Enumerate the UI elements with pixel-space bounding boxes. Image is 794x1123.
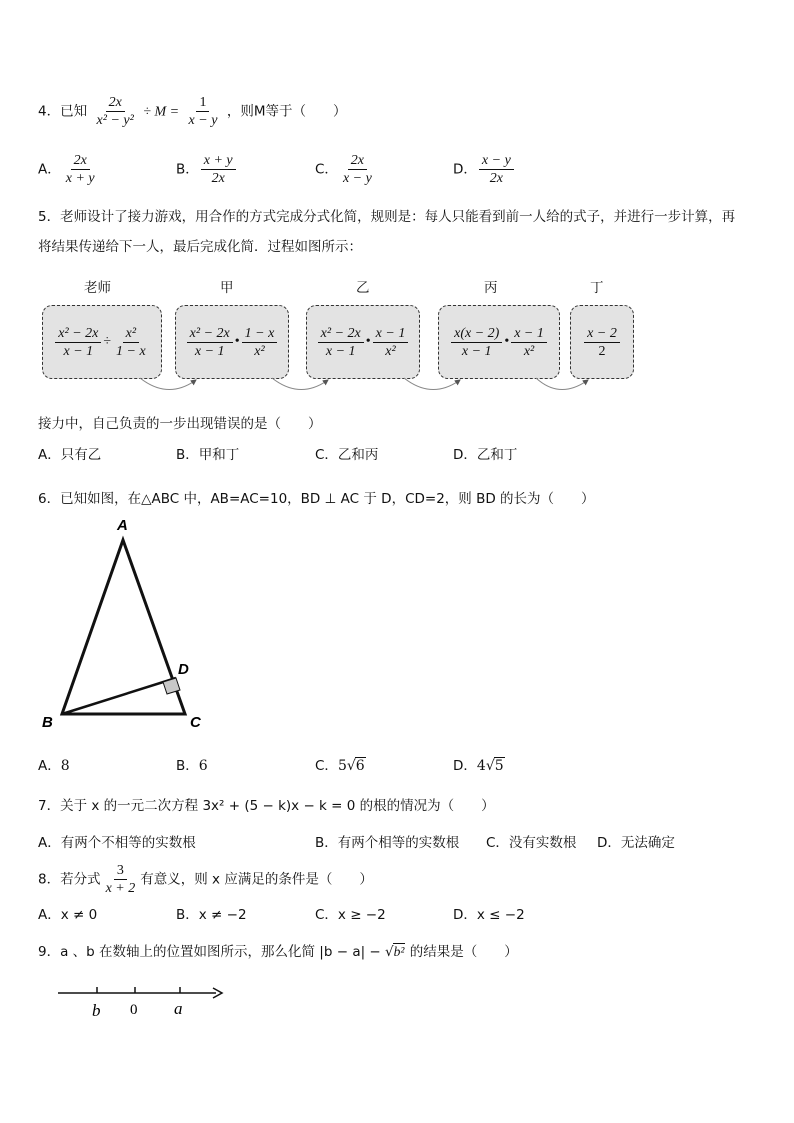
axis-label-zero: 0 [130, 1002, 138, 1018]
q4-option-a[interactable]: A． $\frac{2x}{x + y}$ [38, 153, 95, 186]
point-label-d: D [178, 661, 189, 678]
q7-option-a[interactable]: A．有两个不相等的实数根 [38, 835, 196, 851]
relay-box-yi: $\frac{\text{x² − 2x}}{x - 1}$ • $\frac{x - 1}{\text{x²}}$ [306, 305, 420, 379]
q5-option-d[interactable]: D．乙和丁 [453, 447, 518, 463]
relay-label-yi: 乙 [356, 280, 370, 296]
question-4: 4．已知 $\frac{2x}{\text{x² − y²}}$ ÷ M = $\frac{1}{x - y}$ ，则M等于（ ） [38, 95, 347, 128]
question-6: 6．已知如图，在△ABC 中，AB=AC=10，BD ⊥ AC 于 D，CD=2，则 BD 的长为（ ） [38, 491, 595, 507]
question-9: 9．a 、b 在数轴上的位置如图所示，那么化简 |b − a| − √b² 的结果是（ ） [38, 944, 518, 960]
q8-option-d[interactable]: D．x ≤ −2 [453, 907, 525, 923]
point-label-b: B [42, 714, 53, 731]
relay-arrow-1 [140, 378, 196, 390]
q4-option-d[interactable]: D． $\frac{x - y}{2x}$ [453, 152, 516, 187]
question-5-prompt: 接力中，自己负责的一步出现错误的是（ ） [38, 416, 322, 432]
q7-option-c[interactable]: C．没有实数根 [486, 835, 577, 851]
relay-label-jia: 甲 [220, 280, 234, 296]
number-line [50, 980, 250, 1025]
relay-box-teacher: $\frac{\text{x² − 2x}}{x - 1}$ ÷ $\frac{\text{x²}}{1 - x}$ [42, 305, 162, 379]
relay-arrow-3 [404, 378, 460, 390]
triangle-figure [30, 512, 230, 737]
q6-option-d[interactable]: D．4√5 [453, 758, 504, 774]
q4-rhs-fraction: $\frac{1}{x - y}$ [188, 95, 218, 128]
q5-option-a[interactable]: A．只有乙 [38, 447, 102, 463]
question-7: 7．关于 x 的一元二次方程 3x² + (5 − k)x − k = 0 的根的情况为（ ） [38, 798, 495, 814]
q6-option-b[interactable]: B．6 [176, 758, 208, 774]
q8-option-c[interactable]: C．x ≥ −2 [315, 907, 386, 923]
q4-option-b[interactable]: B． $\frac{x + y}{2x}$ [176, 152, 238, 187]
point-label-c: C [190, 714, 201, 731]
relay-box-bing: $\frac{x(x - 2)}{x - 1}$ • $\frac{x - 1}{\text{x²}}$ [438, 305, 560, 379]
q7-option-b[interactable]: B．有两个相等的实数根 [315, 835, 460, 851]
question-8: 8．若分式 $\frac{3}{x + 2}$ 有意义，则 x 应满足的条件是（ ） [38, 863, 373, 896]
point-label-a: A [117, 517, 128, 534]
axis-label-a: a [174, 999, 183, 1018]
relay-box-jia: $\frac{\text{x² − 2x}}{x - 1}$ • $\frac{1 - x}{\text{x²}}$ [175, 305, 289, 379]
q5-option-b[interactable]: B．甲和丁 [176, 447, 240, 463]
q8-option-a[interactable]: A．x ≠ 0 [38, 907, 98, 923]
relay-arrow-2 [272, 378, 328, 390]
segment-bd [62, 678, 176, 714]
question-5-line-2: 将结果传递给下一人，最后完成化简．过程如图所示： [38, 239, 362, 255]
relay-arrow-4 [536, 378, 588, 390]
q5-option-c[interactable]: C．乙和丙 [315, 447, 379, 463]
axis-label-b: b [92, 1001, 101, 1020]
question-5-line-1: 5．老师设计了接力游戏，用合作的方式完成分式化简，规则是：每人只能看到前一人给的式子，并进行一步计算，再 [38, 209, 736, 225]
q8-fraction: $\frac{3}{x + 2}$ [105, 863, 136, 896]
relay-arrows [0, 370, 794, 400]
relay-box-ding: $\frac{x - 2}{2}$ [570, 305, 634, 379]
q4-option-c[interactable]: C． $\frac{2x}{x - y}$ [315, 153, 372, 186]
relay-label-bing: 丙 [484, 280, 498, 296]
q7-option-d[interactable]: D．无法确定 [597, 835, 675, 851]
q4-lhs-fraction: $\frac{2x}{\text{x² − y²}}$ [96, 95, 134, 128]
relay-label-ding: 丁 [590, 280, 604, 296]
q8-option-b[interactable]: B．x ≠ −2 [176, 907, 247, 923]
q6-option-c[interactable]: C．5√6 [315, 758, 365, 774]
relay-label-teacher: 老师 [84, 280, 111, 296]
q6-option-a[interactable]: A．8 [38, 758, 70, 774]
